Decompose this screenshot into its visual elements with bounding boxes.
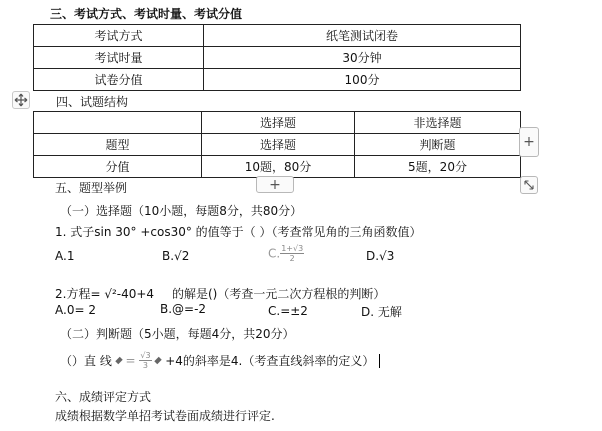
fraction-numerator: √3 xyxy=(140,351,151,360)
add-column-button[interactable] xyxy=(519,127,539,157)
table-cell: 10题，80分 xyxy=(202,156,355,178)
fraction-denominator: 3 xyxy=(142,361,149,370)
question-1-option-a: A.1 xyxy=(55,249,75,263)
table-row xyxy=(34,47,521,69)
equation-placeholder-icon xyxy=(115,357,122,364)
fraction xyxy=(139,351,151,370)
equals-sign: = xyxy=(125,353,136,368)
table-move-handle[interactable] xyxy=(12,91,30,109)
exam-structure-table xyxy=(33,111,521,178)
plus-icon: + xyxy=(523,134,535,150)
plus-icon: + xyxy=(269,176,281,193)
table-resize-handle[interactable] xyxy=(520,176,538,194)
equation-placeholder-icon xyxy=(155,357,162,364)
table-cell xyxy=(34,112,202,134)
table-cell: 判断题 xyxy=(355,134,521,156)
table-cell: 5题，20分 xyxy=(355,156,521,178)
section4-heading: 四、试题结构 xyxy=(56,95,129,109)
fraction xyxy=(280,244,304,263)
question-1-option-b: B.√2 xyxy=(162,249,190,263)
table-cell: 30分钟 xyxy=(204,47,521,69)
table-row xyxy=(34,112,521,134)
table-cell: 选择题 xyxy=(202,134,355,156)
table-cell: 100分 xyxy=(204,69,521,91)
table-cell: 分值 xyxy=(34,156,202,178)
question-2-stem-part1: 2.方程= √²-40+4 xyxy=(55,287,155,301)
question-2-stem-part2: 的解是()（考查一元二次方程根的判断） xyxy=(172,287,386,301)
section5-heading: 五、题型举例 xyxy=(55,181,128,195)
table-row xyxy=(34,25,521,47)
resize-icon xyxy=(523,179,535,191)
judgment-part-heading: （二）判断题（5小题，每题4分，共20分） xyxy=(60,327,295,341)
table-cell: 非选择题 xyxy=(355,112,521,134)
judgment-1 xyxy=(60,351,380,370)
table-row xyxy=(34,69,521,91)
table-cell: 考试方式 xyxy=(34,25,204,47)
text-cursor xyxy=(379,354,380,368)
question-1-stem: 1. 式子sin 30° +cos30° 的值等于（ ）（考查常见角的三角函数值） xyxy=(55,225,422,239)
table-cell: 试卷分值 xyxy=(34,69,204,91)
question-2-option-c: C.=±2 xyxy=(268,304,308,318)
question-1-option-d: D.√3 xyxy=(366,249,395,263)
question-2-option-a: A.0= 2 xyxy=(55,303,96,317)
table-cell: 考试时量 xyxy=(34,47,204,69)
question-1-option-c xyxy=(268,244,304,263)
choice-part-heading: （一）选择题（10小题，每题8分，共80分） xyxy=(60,204,303,218)
table-cell: 选择题 xyxy=(202,112,355,134)
section3-heading: 三、考试方式、考试时量、考试分值 xyxy=(50,7,243,21)
section6-text: 成绩根据数学单招考试卷面成绩进行评定. xyxy=(55,409,275,423)
judgment-1-text: +4的斜率是4.（考查直线斜率的定义） xyxy=(165,354,375,368)
table-row xyxy=(34,134,521,156)
question-2-option-b: B.@=-2 xyxy=(160,302,207,316)
option-label: C. xyxy=(268,246,281,261)
exam-info-table xyxy=(33,24,521,91)
table-cell: 题型 xyxy=(34,134,202,156)
question-2-option-d: D. 无解 xyxy=(361,305,402,319)
fraction-numerator: 1+√3 xyxy=(281,244,304,253)
move-icon xyxy=(14,93,28,107)
table-cell: 纸笔测试闭卷 xyxy=(204,25,521,47)
judgment-1-prefix: （）直 线 xyxy=(60,354,112,368)
fraction-denominator: 2 xyxy=(289,254,295,263)
table-row xyxy=(34,156,521,178)
add-row-button[interactable] xyxy=(256,176,294,193)
section6-heading: 六、成绩评定方式 xyxy=(55,390,152,404)
